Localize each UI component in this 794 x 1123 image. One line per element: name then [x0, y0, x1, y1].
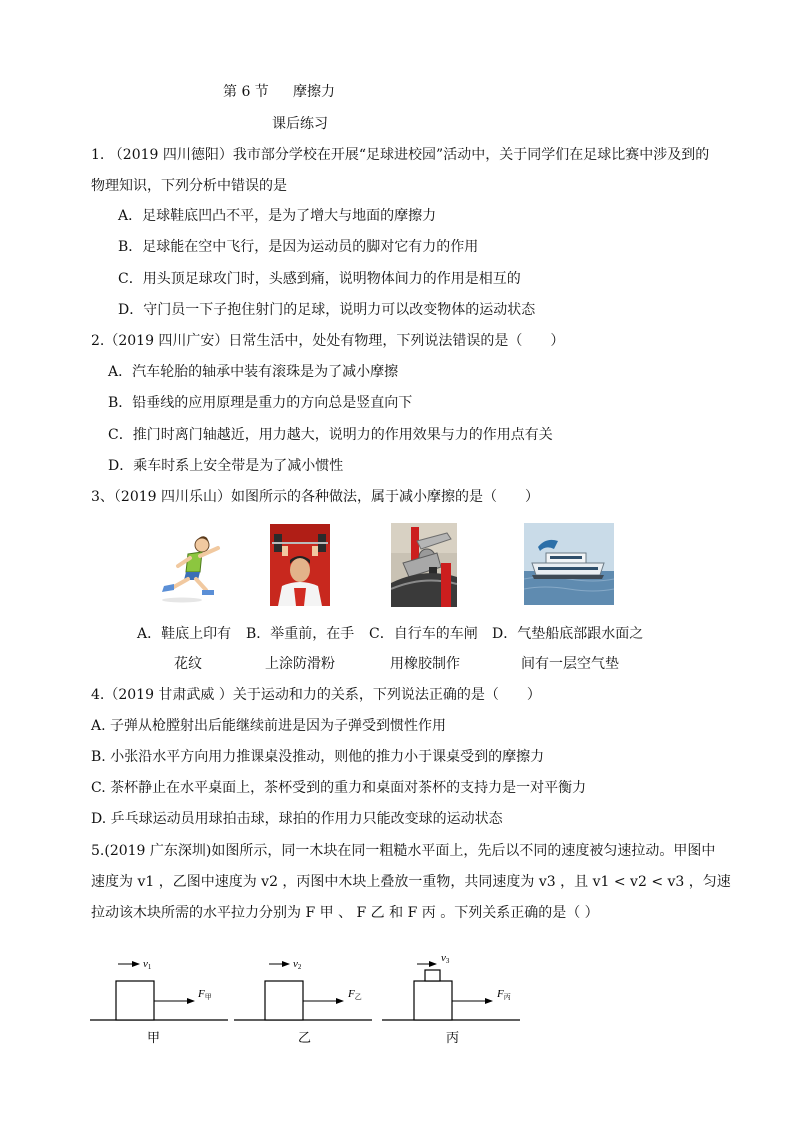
- q3-caption-d-line2: 间有一层空气垫: [521, 656, 619, 672]
- q3-caption-d-line1: D．气垫船底部跟水面之: [492, 626, 644, 642]
- q2-option-b: B．铅垂线的应用原理是重力的方向总是竖直向下: [108, 395, 413, 411]
- q1-option-b: B．足球能在空中飞行，是因为运动员的脚对它有力的作用: [118, 239, 479, 255]
- q5-stem-line3: 拉动该木块所需的水平拉力分别为 F 甲 、 F 乙 和 F 丙 。下列关系正确的是（ ）: [91, 905, 599, 921]
- q2-option-d: D．乘车时系上安全带是为了减小惯性: [108, 458, 344, 474]
- q3-caption-c-line2: 用橡胶制作: [390, 656, 460, 672]
- q1-stem-line2: 物理知识，下列分析中错误的是: [91, 178, 287, 194]
- force-label: F乙: [348, 988, 362, 1001]
- wooden-block: [116, 981, 154, 1020]
- q5-stem-line2: 速度为 v1 ，乙图中速度为 v2 ，丙图中木块上叠放一重物，共同速度为 v3 ，且 v1 < v2 < v3 ，匀速: [91, 874, 731, 890]
- q4-option-a: A. 子弹从枪膛射出后能继续前进是因为子弹受到惯性作用: [91, 718, 447, 734]
- force-label: F甲: [198, 988, 212, 1001]
- diagram-jia: [90, 958, 228, 1045]
- q4-option-c: C. 茶杯静止在水平桌面上，茶杯受到的重力和桌面对茶杯的支持力是一对平衡力: [91, 780, 587, 796]
- section-number: 第 6 节: [223, 84, 269, 100]
- q3-caption-a-line2: 花纹: [174, 656, 202, 672]
- wooden-block: [414, 981, 452, 1020]
- weightlifter-photo: [270, 524, 330, 606]
- bicycle-brake-photo: [391, 523, 457, 607]
- q1-option-a: A．足球鞋底凹凸不平，是为了增大与地面的摩擦力: [118, 208, 437, 224]
- velocity-label: v1: [143, 958, 152, 971]
- subtitle: 课后练习: [272, 116, 328, 132]
- q2-option-a: A．汽车轮胎的轴承中装有滚珠是为了减小摩擦: [108, 364, 399, 380]
- q2-option-c: C．推门时离门轴越近，用力越大，说明力的作用效果与力的作用点有关: [108, 427, 553, 443]
- stacked-weight: [425, 970, 440, 981]
- q3-caption-b-line1: B．举重前，在手: [246, 626, 355, 642]
- wooden-block: [265, 981, 303, 1020]
- hovercraft-photo: [524, 523, 614, 605]
- diagram-label: 甲: [147, 1030, 161, 1045]
- diagram-yi: [234, 958, 372, 1045]
- q4-stem: 4.（2019 甘肃武威 ）关于运动和力的关系，下列说法正确的是（ ）: [91, 687, 541, 703]
- diagram-label: 丙: [446, 1030, 460, 1045]
- q1-option-d: D．守门员一下子抱住射门的足球，说明力可以改变物体的运动状态: [118, 302, 536, 318]
- q3-stem: 3、（2019 四川乐山）如图所示的各种做法，属于减小摩擦的是（ ）: [91, 489, 539, 505]
- q3-caption-b-line2: 上涂防滑粉: [265, 656, 335, 672]
- q1-stem-line1: 1. （2019 四川德阳）我市部分学校在开展“足球进校园”活动中，关于同学们在足球比赛中涉及到的: [91, 147, 710, 163]
- section-title: 摩擦力: [293, 84, 335, 100]
- diagram-bing: [382, 952, 520, 1045]
- diagram-label: 乙: [298, 1030, 312, 1045]
- velocity-label: v3: [441, 952, 450, 965]
- q4-option-d: D. 乒乓球运动员用球拍击球，球拍的作用力只能改变球的运动状态: [91, 811, 503, 827]
- force-diagrams: [88, 950, 528, 1050]
- q5-stem-line1: 5.(2019 广东深圳)如图所示，同一木块在同一粗糙水平面上，先后以不同的速度被匀速拉动。甲图中: [91, 843, 716, 859]
- q1-option-c: C．用头顶足球攻门时，头感到痛，说明物体间力的作用是相互的: [118, 271, 521, 287]
- q3-caption-a-line1: A．鞋底上印有: [137, 626, 232, 642]
- velocity-label: v2: [293, 958, 302, 971]
- runner-illustration: [152, 532, 226, 604]
- q4-option-b: B. 小张沿水平方向用力推课桌没推动，则他的推力小于课桌受到的摩擦力: [91, 749, 545, 765]
- q2-stem: 2.（2019 四川广安）日常生活中，处处有物理，下列说法错误的是（ ）: [91, 333, 565, 349]
- force-label: F丙: [497, 988, 511, 1001]
- q3-caption-c-line1: C．自行车的车闸: [369, 626, 478, 642]
